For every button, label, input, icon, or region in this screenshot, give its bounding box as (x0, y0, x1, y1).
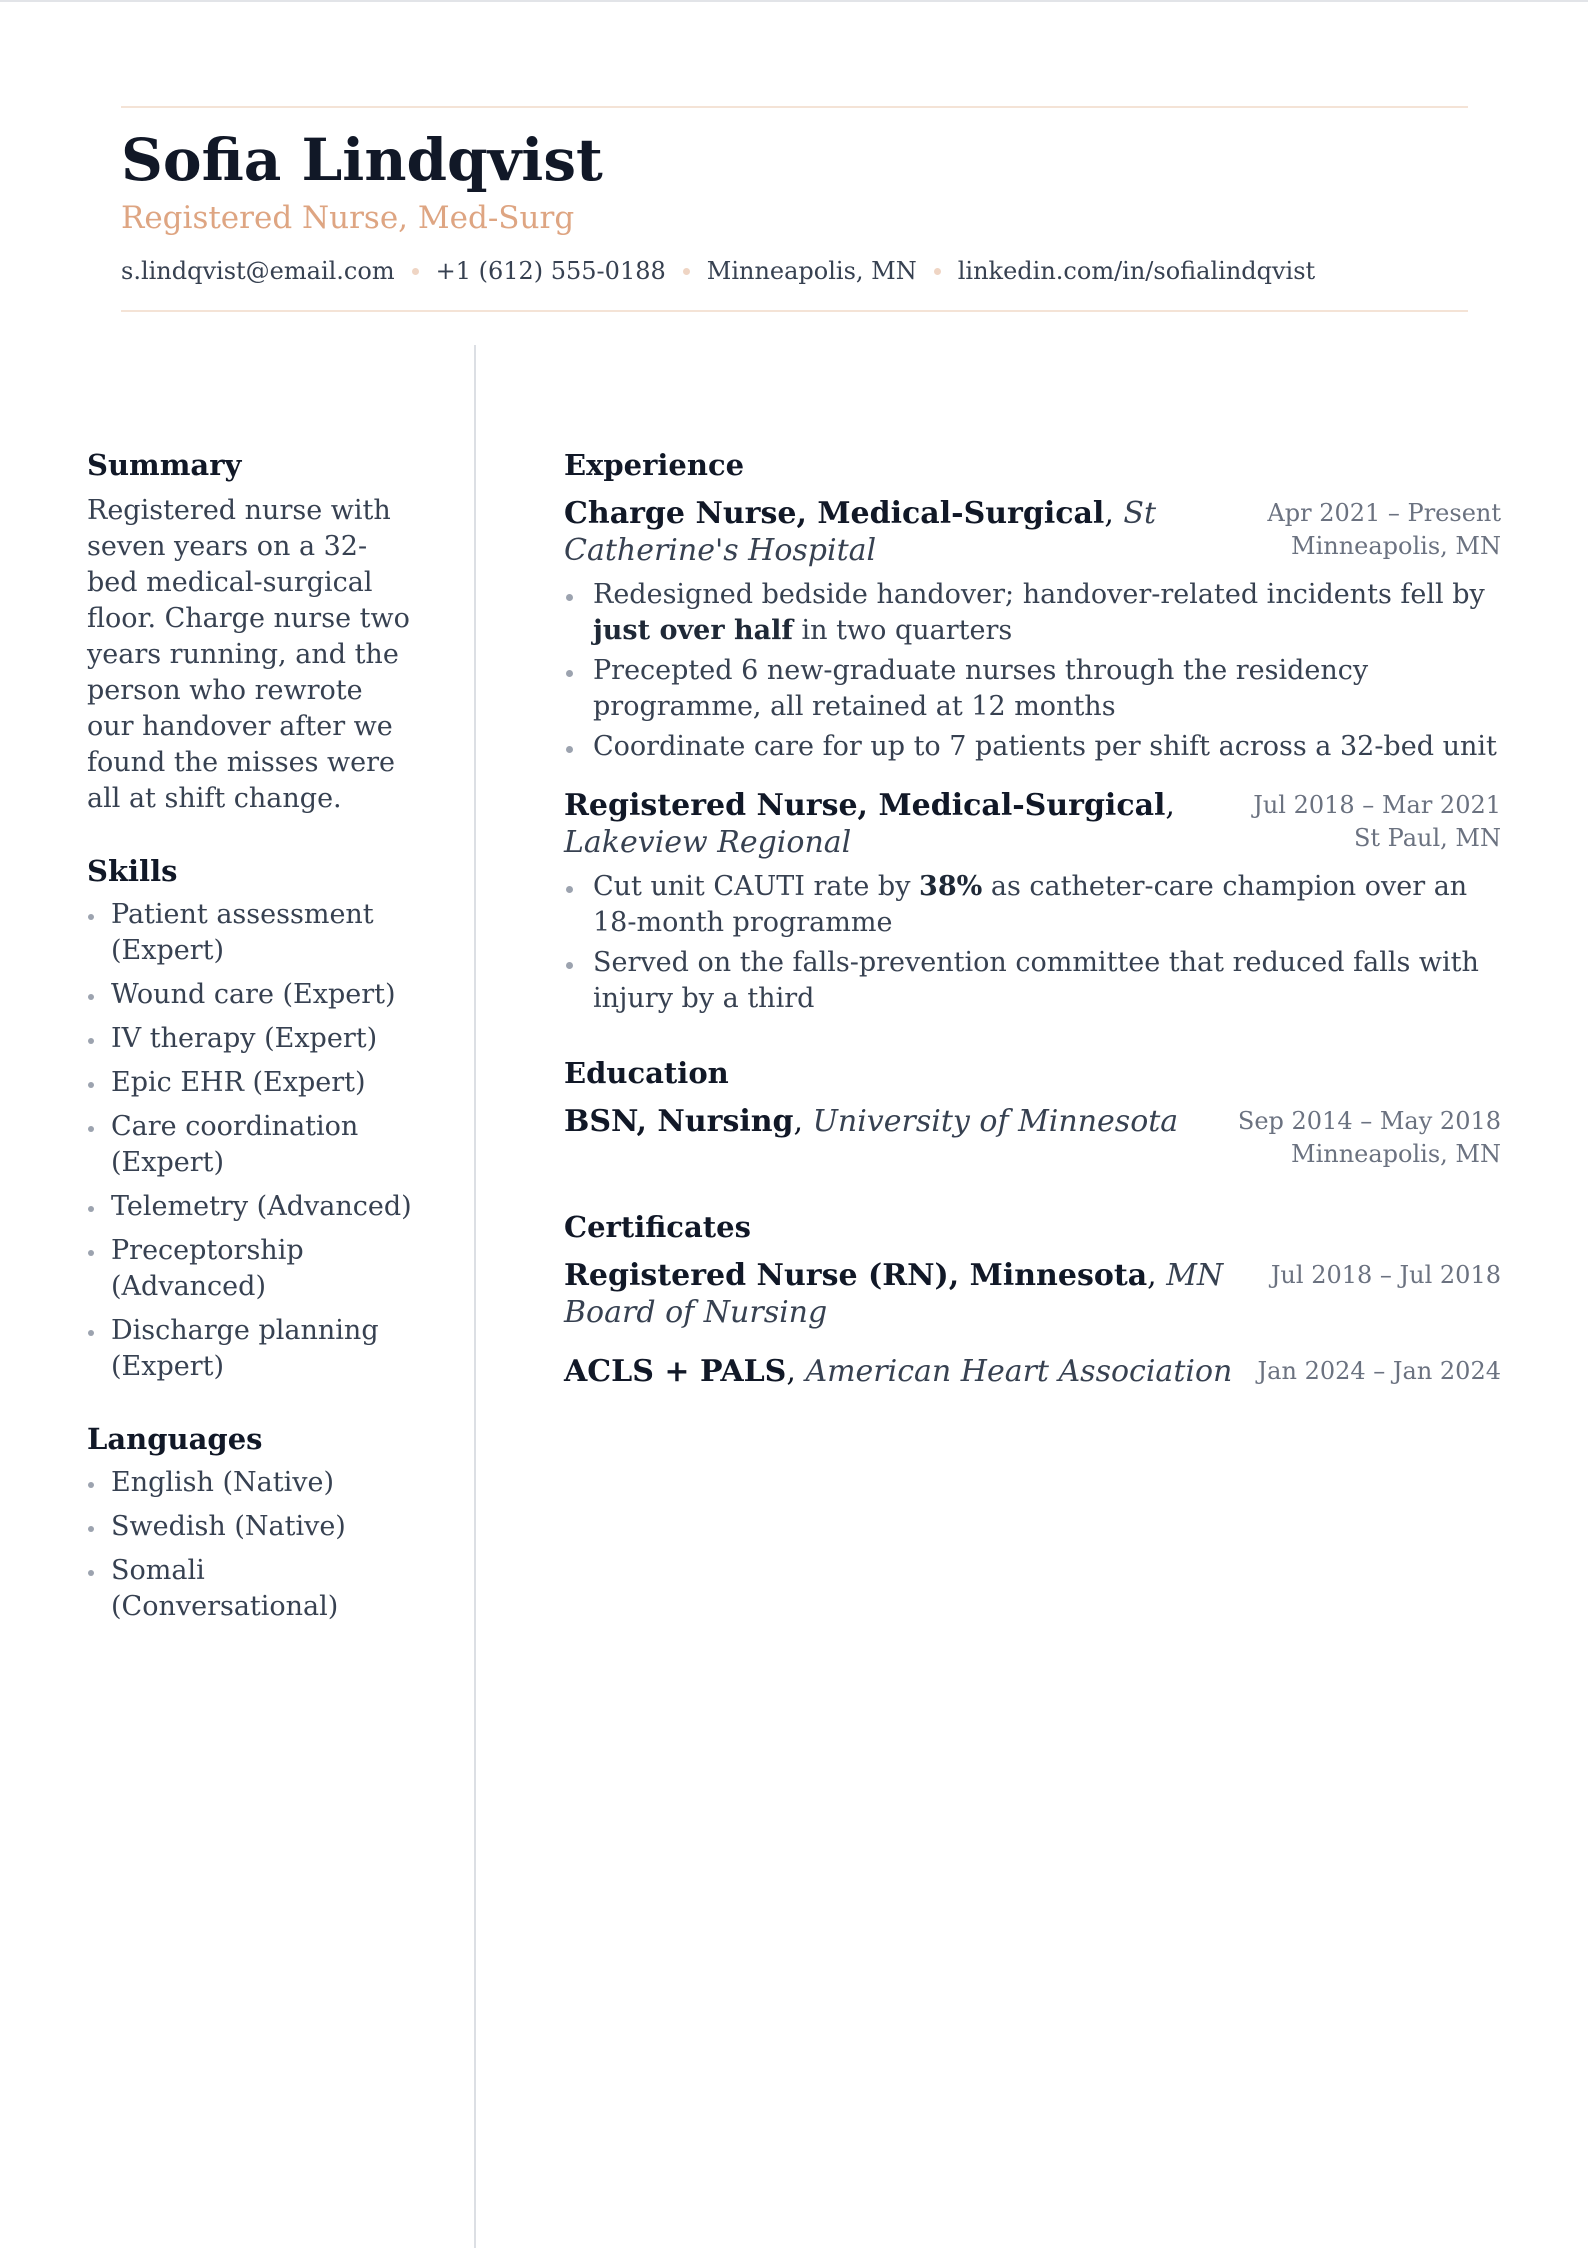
skill-item: Epic EHR (Expert) (87, 1065, 417, 1101)
certificate-entry (564, 1257, 1501, 1331)
entry-header (564, 1103, 1501, 1171)
languages-list (87, 1465, 417, 1625)
institution: University of Minnesota (812, 1104, 1179, 1139)
achievement-list (564, 869, 1501, 1017)
candidate-name: Sofia Lindqvist (121, 126, 603, 194)
entry-dates: Sep 2014 – May 2018 (1237, 1107, 1501, 1135)
education-entry (564, 1103, 1501, 1171)
degree: BSN, Nursing (564, 1104, 794, 1139)
contact-line (121, 254, 1468, 288)
achievement-text: Redesigned bedside handover; handover-related incidents fell by (593, 579, 1485, 610)
entry-header (564, 1257, 1501, 1331)
skill-item: IV therapy (Expert) (87, 1021, 417, 1057)
summary-text: Registered nurse with seven years on a 32-bed medical-surgical floor. Charge nurse two years running, and the person who rewrote our handover after we found the misses were all at shift change. (87, 495, 410, 814)
summary-section (87, 445, 417, 817)
language-item: Swedish (Native) (87, 1509, 417, 1545)
page-top-border (0, 0, 1588, 2)
entry-location: Minneapolis, MN (1291, 1140, 1501, 1168)
education-heading: Education (564, 1056, 729, 1090)
resume-header (121, 106, 1468, 312)
language-item: English (Native) (87, 1465, 417, 1501)
title-separator: , (1147, 1258, 1167, 1293)
entry-title (564, 1257, 1271, 1331)
experience-entry (564, 787, 1501, 1017)
entry-title (564, 495, 1267, 569)
languages-heading: Languages (87, 1422, 263, 1456)
entry-meta (1271, 1257, 1501, 1292)
entry-title (564, 787, 1253, 861)
title-separator: , (1165, 788, 1175, 823)
contact-linkedin[interactable]: linkedin.com/in/sofialindqvist (957, 257, 1316, 285)
experience-section (564, 445, 1501, 1017)
title-separator: , (786, 1354, 806, 1389)
issuer: American Heart Association (805, 1354, 1233, 1389)
skills-heading: Skills (87, 854, 178, 888)
header-bottom-rule (121, 310, 1468, 312)
header-top-rule (121, 106, 1468, 108)
skill-item: Patient assessment (Expert) (87, 897, 417, 969)
education-section (564, 1053, 1501, 1171)
skill-item: Discharge planning (Expert) (87, 1313, 417, 1385)
certificate-name: Registered Nurse (RN), Minnesota (564, 1258, 1148, 1293)
title-separator: , (1104, 496, 1124, 531)
entry-meta (1253, 787, 1501, 855)
skill-item: Wound care (Expert) (87, 977, 417, 1013)
entry-location: St Paul, MN (1353, 824, 1501, 852)
experience-heading: Experience (564, 448, 745, 482)
achievement-item (564, 653, 1501, 725)
entry-dates: Jan 2024 – Jan 2024 (1257, 1357, 1501, 1385)
contact-email[interactable]: s.lindqvist@email.com (121, 257, 395, 285)
main-column (564, 445, 1501, 1390)
separator-dot (683, 268, 690, 275)
employer: Lakeview Regional (564, 825, 852, 860)
job-role: Registered Nurse, Medical-Surgical (564, 788, 1166, 823)
skill-item: Care coordination (Expert) (87, 1109, 417, 1181)
achievement-list (564, 577, 1501, 765)
entry-header (564, 495, 1501, 569)
summary-heading: Summary (87, 448, 242, 482)
certificates-heading: Certificates (564, 1210, 751, 1244)
achievement-item (564, 869, 1501, 941)
achievement-highlight: just over half (593, 615, 793, 646)
skills-section (87, 851, 417, 1385)
certificate-name: ACLS + PALS (564, 1354, 787, 1389)
entry-meta (1258, 1353, 1501, 1388)
sidebar-column (87, 445, 417, 1633)
entry-dates: Jul 2018 – Mar 2021 (1253, 791, 1501, 819)
skill-item: Preceptorship (Advanced) (87, 1233, 417, 1305)
entry-meta (1238, 1103, 1501, 1171)
separator-dot (934, 268, 941, 275)
languages-section (87, 1419, 417, 1625)
language-item: Somali (Conversational) (87, 1553, 417, 1625)
issuer: MN Board of Nursing (564, 1258, 1224, 1330)
achievement-item (564, 729, 1501, 765)
entry-header (564, 787, 1501, 861)
achievement-text: in two quarters (792, 615, 1013, 646)
achievement-text: as catheter-care champion over an 18-month programme (593, 871, 1468, 938)
achievement-item (564, 945, 1501, 1017)
employer: St Catherine's Hospital (564, 496, 1157, 568)
achievement-item (564, 577, 1501, 649)
column-divider (474, 345, 476, 2248)
contact-phone[interactable]: +1 (612) 555-0188 (435, 257, 666, 285)
job-role: Charge Nurse, Medical-Surgical (564, 496, 1105, 531)
achievement-text: Coordinate care for up to 7 patients per shift across a 32-bed unit (593, 731, 1497, 762)
certificate-entry (564, 1353, 1501, 1390)
separator-dot (412, 268, 419, 275)
title-separator: , (793, 1104, 813, 1139)
entry-dates: Apr 2021 – Present (1267, 499, 1501, 527)
achievement-text: Served on the falls-prevention committee that reduced falls with injury by a third (593, 947, 1479, 1014)
certificates-section (564, 1207, 1501, 1390)
entry-meta (1267, 495, 1501, 563)
experience-entry (564, 495, 1501, 765)
entry-title (564, 1103, 1238, 1140)
entry-title (564, 1353, 1258, 1390)
entry-location: Minneapolis, MN (1291, 532, 1501, 560)
skills-list (87, 897, 417, 1385)
entry-dates: Jul 2018 – Jul 2018 (1270, 1261, 1501, 1289)
contact-location: Minneapolis, MN (706, 257, 917, 285)
achievement-text: Cut unit CAUTI rate by (593, 871, 920, 902)
achievement-text: Precepted 6 new-graduate nurses through the residency programme, all retained at 12 months (593, 655, 1369, 722)
achievement-highlight: 38% (919, 871, 983, 902)
skill-item: Telemetry (Advanced) (87, 1189, 417, 1225)
candidate-title: Registered Nurse, Med-Surg (121, 200, 575, 236)
entry-header (564, 1353, 1501, 1390)
